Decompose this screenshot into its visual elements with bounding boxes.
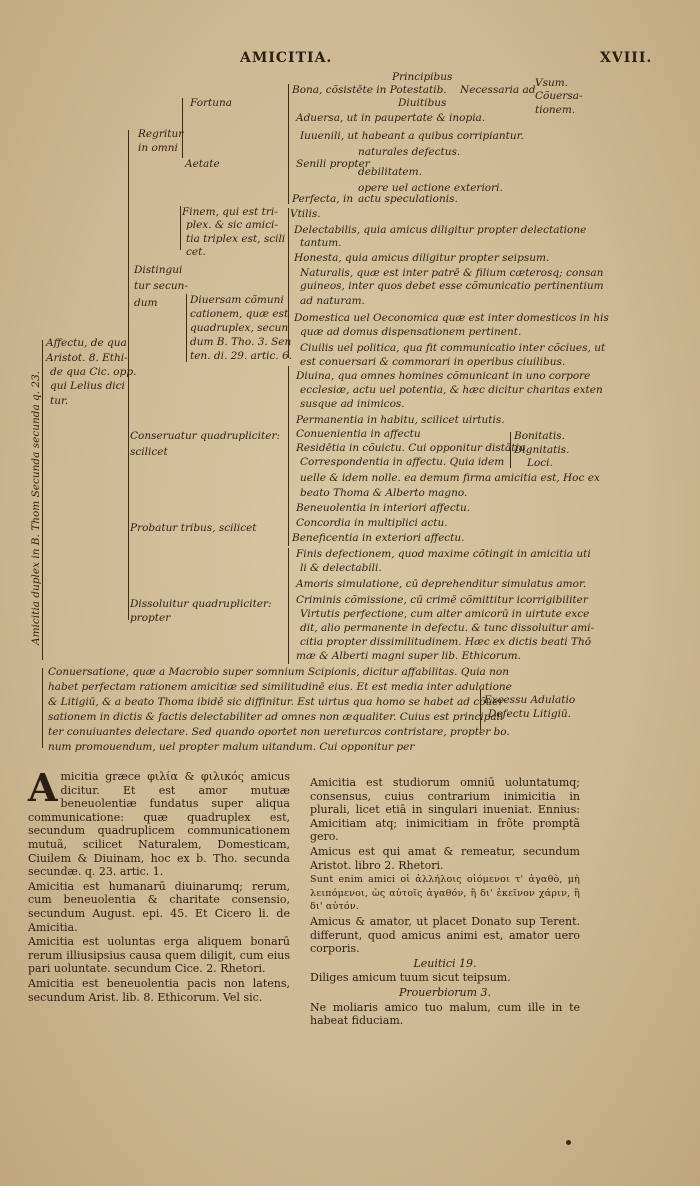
tree-node: ecclesiæ, actu uel potentia, & hæc dicitur charitas exten: [300, 384, 603, 396]
tree-node: habet perfectam rationem amicitiæ sed similitudinē eius. Et est media inter adulatione: [48, 681, 512, 693]
tree-node: Diuitibus: [398, 97, 447, 109]
left-text-column: [28, 765, 290, 1005]
drop-cap: A: [28, 765, 58, 810]
definition-paragraph: Amicus est qui amat & remeatur, secundum Aristot. libro 2. Rhetori.: [310, 844, 580, 872]
tree-node: Aristot. 8. Ethi-: [46, 352, 128, 364]
tree-node: cationem, quæ est: [190, 308, 289, 320]
tree-node: tia triplex est, scili: [186, 233, 286, 245]
tree-node: Conuenientia in affectu: [296, 428, 421, 440]
tree-node: dit, alio permanente in defectu. & tunc dissoluitur ami-: [300, 622, 595, 634]
tree-node: Perfecta, in: [292, 193, 354, 205]
tree-node: Amoris simulatione, cū deprehenditur simulatus amor.: [296, 578, 587, 590]
tree-node: uelle & idem nolle. ea demum firma amicitia est, Hoc ex: [300, 472, 600, 484]
tree-node: Diuina, qua omnes homines cõmunicant in uno corpore: [296, 370, 591, 382]
tree-node: dum B. Tho. 3. Sen: [190, 336, 292, 348]
tree-node: quadruplex, secun: [190, 322, 289, 334]
tree-node: Excessu Adulatio: [484, 694, 576, 706]
tree-node: dum: [134, 297, 158, 309]
bracket-line: [42, 340, 43, 660]
tree-node: plex. & sic amici-: [186, 219, 278, 231]
ink-dot: [566, 1140, 571, 1145]
tree-node: Necessaria ad: [460, 84, 536, 96]
bracket-line: [186, 294, 187, 362]
scripture-quote: Diliges amicum tuum sicut teipsum.: [310, 971, 511, 985]
tree-node: Affectu, de qua: [46, 337, 127, 349]
definition-paragraph: Amicitia est uoluntas erga aliquem bonarū rerum illiusipsius causa quem diligit, cum eius pari uoluntate. secundum Cice. 2. Rhetori.: [28, 935, 290, 976]
tree-node: opere uel actione exteriori.: [358, 182, 503, 194]
tree-node: Vtilis.: [290, 208, 321, 220]
bracket-line: [288, 414, 289, 504]
definition-paragraph: Amicitia græce φιλία & φιλικός amicus dicitur. Et est amor mutuæ beneuolentiæ fundatus super aliqua communicatione: quæ quadruplex est, secundum quadruplicem communicationem mutuã, scilicet Naturalem, Domesticam, Ciuilem & Diuinam, hoc ex b. Tho. secunda secundæ. q. 23. artic. 1.: [28, 765, 290, 879]
tree-node: Residētia in cõuictu. Cui opponitur distātia: [296, 442, 526, 454]
tree-node: Honesta, quia amicus diligitur propter seipsum.: [294, 252, 550, 264]
scripture-quote: Ne moliaris amico tuo malum, cum ille in te habeat fiduciam.: [310, 1000, 580, 1028]
definition-paragraph: Amicus & amator, ut placet Donato sup Terent. differunt, quod amicus animi est, amator uero corporis.: [310, 914, 580, 956]
tree-node: Permanentia in habitu, scilicet uirtutis.: [296, 414, 505, 426]
definition-paragraph: Amicitia est beneuolentia pacis non latens, secundum Arist. lib. 8. Ethicorum. Vel sic.: [28, 976, 290, 1004]
bracket-line: [288, 504, 289, 546]
bracket-line: [180, 206, 181, 250]
tree-node: cet.: [186, 246, 206, 258]
tree-node: Concordia in multiplici actu.: [296, 517, 448, 529]
tree-node: Regritur: [138, 128, 184, 140]
definition-paragraph: Amicitia est humanarū diuinarumq; rerum, cum beneuolentia & charitate consensio, secundum August. epi. 45. Et Cicero li. de Amicitia.: [28, 879, 290, 934]
tree-node: beato Thoma & Alberto magno.: [300, 487, 468, 499]
tree-node: Iuuenili, ut habeant a quibus corripiantur.: [300, 130, 524, 142]
tree-node: Cõuersa-: [535, 90, 583, 102]
definition-paragraph: Amicitia est studiorum omniū uoluntatumq; consensus, cuius contrarium inimicitia in plurali, licet etiā in singulari inueniat. Ennius: Amicitiam atq; inimicitiam in frõte promptã gero.: [310, 776, 580, 844]
tree-node: Defectu Litigiū.: [488, 708, 572, 720]
tree-node: Finem, qui est tri-: [182, 206, 278, 218]
tree-node: Delectabilis, quia amicus diligitur propter delectatione: [294, 224, 587, 236]
tree-node: Finis defectionem, quod maxime cõtingit in amicitia uti: [296, 548, 591, 560]
tree-node: Senili propter: [296, 158, 370, 170]
tree-node: Vsum.: [535, 77, 569, 89]
tree-node: Virtutis perfectione, cum alter amicorū in uirtute exce: [300, 608, 590, 620]
right-text-column: [310, 776, 580, 1029]
scripture-reference: Leuitici 19.: [413, 956, 477, 970]
tree-node: susque ad inimicos.: [300, 398, 405, 410]
tree-node: in omni: [138, 142, 178, 154]
tree-node: Diuersam cõmuni: [190, 294, 284, 306]
tree-node: ten. di. 29. artic. 6.: [190, 350, 293, 362]
tree-node: tur secun-: [134, 280, 188, 292]
tree-node: tionem.: [535, 104, 576, 116]
bracket-line: [288, 84, 289, 204]
tree-node: num promouendum, uel propter malum uitandum. Cui opponitur per: [48, 741, 415, 753]
bracket-line: [288, 366, 289, 414]
tree-node: Domestica uel Oeconomica quæ est inter domesticos in his: [294, 312, 609, 324]
tree-node: mæ & Alberti magni super lib. Ethicorum.: [296, 650, 521, 662]
tree-node: Beneficentia in exteriori affectu.: [292, 532, 465, 544]
tree-node: scilicet: [130, 446, 168, 458]
tree-node: citia propter dissimilitudinem. Hæc ex dictis beati Thō: [300, 636, 592, 648]
tree-node: Conseruatur quadrupliciter:: [130, 430, 281, 442]
tree-node: Aduersa, ut in paupertate & inopia.: [296, 112, 486, 124]
tree-node: & Litigiū, & a beato Thoma ibidē sic diffinitur. Est uirtus qua homo se habet ad cõuer: [48, 696, 504, 708]
scripture-reference: Prouerbiorum 3.: [398, 985, 492, 999]
tree-node: propter: [130, 612, 171, 624]
tree-node: tur.: [50, 395, 69, 407]
tree-node: ad naturam.: [300, 295, 365, 307]
tree-node: Loci.: [527, 457, 553, 469]
tree-node: sationem in dictis & factis delectabiliter ad omnes non æqualiter. Cuius est principali: [48, 711, 504, 723]
tree-node: quæ ad domus dispensationem pertinent.: [300, 326, 522, 338]
tree-node: est conuersari & commorari in operibus ciuilibus.: [300, 356, 566, 368]
tree-node: Beneuolentia in interiori affectu.: [296, 502, 471, 514]
running-title: AMICITIA.: [240, 50, 333, 66]
bracket-line: [288, 548, 289, 664]
tree-node: Criminis cõmissione, cū crimē cõmittitur icorrigibiliter: [296, 594, 588, 606]
tree-node: li & delectabili.: [300, 562, 382, 574]
tree-node: Distingui: [134, 264, 183, 276]
tree-node: Principibus: [392, 71, 453, 83]
tree-node: Conuersatione, quæ a Macrobio super somnium Scipionis, dicitur affabilitas. Quia non: [48, 666, 510, 678]
vertical-root-label: Amicitia duplex in B. Thom Secunda secunda q. 23.: [30, 370, 42, 645]
tree-node: Bonitatis.: [514, 430, 565, 442]
tree-node: qui Lelius dici: [50, 380, 125, 392]
folio-number: XVIII.: [600, 50, 653, 66]
tree-node: tantum.: [300, 237, 342, 249]
tree-node: naturales defectus.: [358, 146, 461, 158]
tree-node: Dissoluitur quadrupliciter:: [130, 598, 272, 610]
tree-node: Ciuilis uel politica, qua fit communicatio inter cõciues, ut: [300, 342, 606, 354]
tree-node: Naturalis, quæ est inter patrē & filium cæterosq; consan: [300, 267, 604, 279]
tree-node: Probatur tribus, scilicet: [130, 522, 257, 534]
tree-node: Aetate: [185, 158, 220, 170]
tree-node: Fortuna: [190, 97, 233, 109]
tree-node: Correspondentia in affectu. Quia idem: [300, 456, 505, 468]
tree-node: de qua Cic. opp.: [50, 366, 137, 378]
tree-node: debilitatem.: [358, 166, 422, 178]
tree-node: ter conuiuantes delectare. Sed quando oportet non uereturcos contristare, propter bo.: [48, 726, 510, 738]
tree-node: Dignitatis.: [514, 444, 570, 456]
tree-node: actu speculationis.: [358, 193, 458, 205]
tree-node: guineos, inter quos debet esse cõmunicatio pertinentium: [300, 280, 604, 292]
greek-quotation: Sunt enim amici οἱ ἀλλήλοις οἰόμενοι τ' ἀγαθὸ, μὴ λειπόμενοι, ὡς αὐτοῖς ἀγαθόν, ἢ δι' ἐκεῖνον χάριν, ἢ δι' αὐτόν.: [310, 874, 580, 913]
tree-node: Bona, cõsistēte in Potestatib.: [292, 84, 447, 96]
bracket-line: [42, 668, 43, 748]
